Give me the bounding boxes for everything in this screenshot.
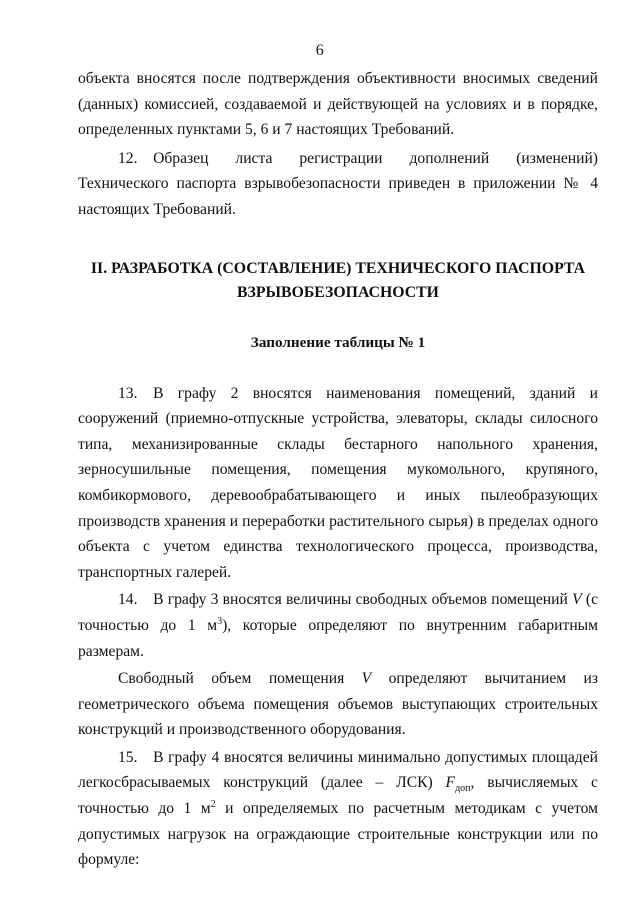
- p15-text-3: и определяемых по расчетным методикам с учетом допустимых нагрузок на ограждающие строительные конструкции или по формуле:: [78, 800, 598, 869]
- p15-text-2: , вычисляемых с точностью до 1 м: [78, 774, 598, 818]
- p15-subscript: доп: [455, 783, 471, 795]
- table-1-subheading: Заполнение таблицы № 1: [250, 333, 426, 351]
- free-volume-symbol: V: [361, 670, 372, 688]
- section-heading-line-2: ВЗРЫВОБЕЗОПАСНОСТИ: [237, 283, 439, 301]
- paragraph-15: [78, 745, 598, 873]
- page-number: 6: [315, 42, 325, 59]
- free-volume-text-1: Свободный объем помещения: [118, 670, 362, 688]
- paragraph-12: 12. Образец листа регистрации дополнений (изменений) Технического паспорта взрывобезопасности приведен в приложении № 4 настоящих Требований.: [78, 149, 598, 218]
- p14-text-3: ), которые определяют по внутренним габаритным размерам.: [78, 616, 599, 660]
- paragraph-free-volume: [78, 666, 598, 743]
- p14-superscript: 3: [217, 615, 223, 627]
- paragraph-13: 13. В графу 2 вносятся наименования помещений, зданий и сооружений (приемно-отпускные устройства, элеваторы, склады силосного типа, механизированные склады бестарного напольного хранения, зерносушильные помещения, помещения мукомольного, крупяного, комбикормового, деревообрабатывающего и иных пылеобразующих производств хранения и переработки растительного сырья) в пределах одного объекта с учетом единства технологического процесса, производства, транспортных галерей.: [78, 384, 598, 581]
- p15-text-1: 15. В графу 4 вносятся величины минимально допустимых площадей легкосбрасываемых конструкций (далее – ЛСК): [78, 748, 598, 792]
- document-body: [78, 66, 598, 873]
- p15-area-symbol: F: [445, 774, 456, 792]
- section-heading-line-1: II. РАЗРАБОТКА (СОСТАВЛЕНИЕ) ТЕХНИЧЕСКОГО ПАСПОРТА: [90, 259, 586, 277]
- p14-text-2: (с точностью до 1 м: [78, 591, 598, 634]
- p14-volume-symbol: V: [572, 591, 582, 609]
- p15-superscript: 2: [210, 798, 216, 810]
- free-volume-text-2: определяют вычитанием из геометрического объема помещения объемов выступающих строительных конструкций и производственного оборудования.: [78, 670, 599, 739]
- section-heading: [78, 257, 598, 305]
- paragraph-14: [78, 587, 598, 664]
- paragraph-continuation: объекта вносятся после подтверждения объективности вносимых сведений (данных) комиссией, создаваемой и действующей на условиях и в порядке, определенных пунктами 5, 6 и 7 настоящих Требований.: [78, 70, 598, 139]
- p14-text-1: 14. В графу 3 вносятся величины свободных объемов помещений: [118, 591, 573, 609]
